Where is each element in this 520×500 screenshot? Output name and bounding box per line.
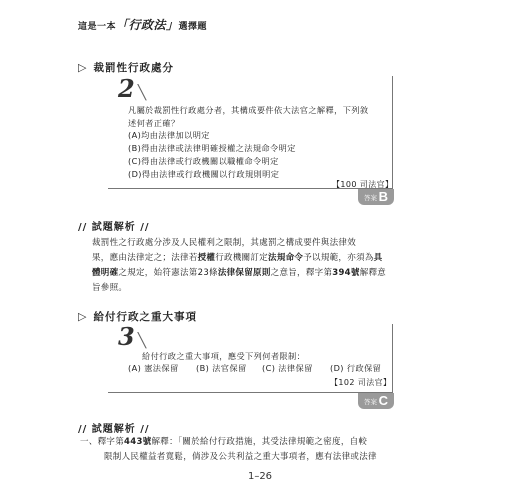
analysis-heading: // 試題解析 // — [78, 222, 150, 233]
header-prefix: 這是一本 — [78, 22, 117, 32]
running-header — [78, 16, 207, 33]
answer-tab — [358, 189, 394, 205]
page-number: 1–26 — [247, 471, 273, 482]
header-suffix: 選擇題 — [178, 22, 208, 32]
option-a: (A)均由法律加以明定 — [128, 130, 210, 140]
answer-label: 答案 — [364, 398, 377, 406]
option-b: (B)得由法律或法律明確授權之法規命令明定 — [128, 143, 296, 153]
option-c: (C)得由法律或行政機關以職權命令明定 — [128, 156, 279, 166]
analysis-paragraph — [92, 236, 422, 296]
option-d: (D) 行政保留 — [330, 363, 382, 373]
answer-value: C — [378, 393, 388, 408]
question-source: 【102 司法官】 — [330, 378, 392, 387]
question-number: 2 ╲ — [118, 74, 147, 103]
stem-line: 述何者正確？ — [128, 118, 180, 128]
option-a: (A) 憲法保留 — [128, 363, 179, 373]
question-number: 3 ╲ — [118, 322, 147, 351]
answer-value: B — [378, 189, 388, 204]
analysis-line: 限制人民權益者寬鬆，倘涉及公共利益之重大事項者，應有法律或法律 — [104, 452, 377, 462]
slash-icon: ╲ — [137, 85, 147, 101]
analysis-line: 旨參照。 — [92, 283, 128, 293]
stem-line: 凡屬於裁罰性行政處分者，其構成要件依大法官之解釋，下列敘 — [128, 105, 369, 115]
triangle-bullet-icon: ▷ — [78, 61, 88, 74]
analysis-line: 裁罰性之行政處分涉及人民權利之限制，其處罰之構成要件與法律效 — [92, 238, 357, 248]
option-c: (C) 法律保留 — [262, 363, 313, 373]
answer-tab — [358, 393, 394, 409]
triangle-bullet-icon: ▷ — [78, 310, 88, 323]
question-stem — [128, 104, 396, 130]
question-stem: 給付行政之重大事項，應受下列何者限制： — [142, 351, 306, 361]
slash-icon: ╲ — [137, 333, 147, 349]
section-title-text: 給付行政之重大事項 — [93, 311, 197, 323]
section-title-text: 裁罰性行政處分 — [93, 62, 174, 74]
analysis-line: 體明確之規定，始符憲法第23條法律保留原則之意旨，釋字第394號解釋意 — [92, 268, 387, 278]
analysis-paragraph — [80, 435, 424, 465]
analysis-line: 一、釋字第443號解釋：「關於給付行政措施，其受法律規範之密度，自較 — [80, 437, 368, 447]
option-b: (B) 法官保留 — [196, 363, 247, 373]
question-source: 【100 司法官】 — [332, 180, 394, 189]
section-title-1 — [78, 60, 174, 75]
header-title: 「行政法」 — [116, 18, 179, 32]
analysis-line: 果，應由法律定之；法律若授權行政機關訂定法規命令予以規範，亦須為具 — [92, 253, 383, 263]
option-d: (D)得由法律或行政機關以行政規則明定 — [128, 169, 280, 179]
answer-label: 答案 — [364, 194, 377, 202]
analysis-heading: // 試題解析 // — [78, 424, 150, 435]
